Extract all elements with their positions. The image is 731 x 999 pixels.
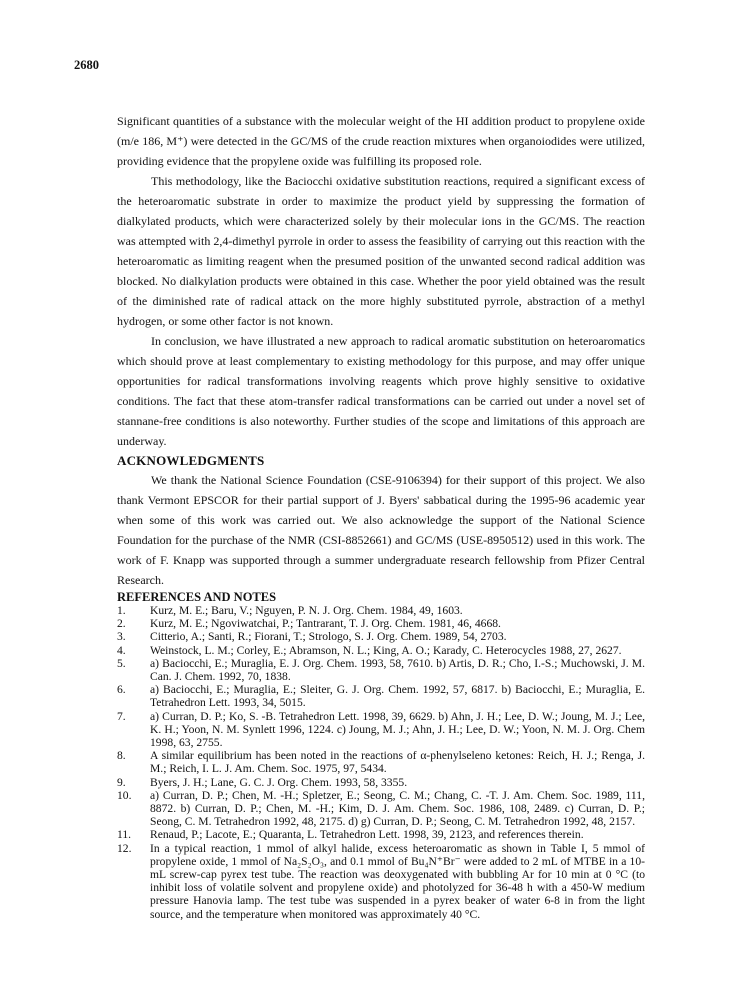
reference-item [117,604,645,617]
reference-item [117,617,645,630]
reference-text: Kurz, M. E.; Baru, V.; Nguyen, P. N. J. Org. Chem. 1984, 49, 1603. [150,604,463,617]
reference-number: 1. [117,604,126,617]
reference-number: 5. [117,656,126,670]
page-number: 2680 [74,58,99,72]
acknowledgments-heading: ACKNOWLEDGMENTS [117,453,265,468]
reference-number: 6. [117,683,126,697]
article-body [117,111,645,921]
reference-number: 2. [117,617,126,631]
paragraph-hi-addition: Significant quantities of a substance with the molecular weight of the HI addition product to propylene oxide (m/e 186, M⁺) were detected in the GC/MS of the crude reaction mixtures when organoiodides were utilized, providing evidence that the propylene oxide was fulfilling its proposed role. [117,114,645,168]
reference-number: 9. [117,775,126,789]
reference-text: A similar equilibrium has been noted in the reactions of α-phenylseleno ketones: Reich, H. J.; Renga, J. M.; Reich, I. L. J. Am. Chem. Soc. 1975, 97, 5434. [150,749,645,776]
reference-text: In a typical reaction, 1 mmol of alkyl halide, excess heteroaromatic as shown in Table I, 5 mmol of propylene oxide, 1 mmol of Na₂S₂O₃, and 0.1 mmol of Bu₄N⁺Br⁻ were added to 2 mL of MTBE in a 10-mL screw-cap pyrex test tube. The reaction was deoxygenated with bubbling Ar for 10 min at 0 °C (to inhibit loss of volatile solvent and propylene oxide) and photolyzed for 36-48 h with a 450-W medium pressure Hanovia lamp. The test tube was suspended in a pyrex beaker of water 6-8 in from the light source, and the temperature when monitored was approximately 40 °C. [150,841,645,921]
reference-text: a) Curran, D. P.; Chen, M. -H.; Spletzer, E.; Seong, C. M.; Chang, C. -T. J. Am. Chem. Soc. 1989, 111, 8872. b) Curran, D. P.; Chen, M. -H.; Kim, D. J. Am. Chem. Soc. 1986, 108, 2489. c) Curran, D. P.; Seong, C. M. Tetrahedron 1992, 48, 2175. d) g) Curran, D. P.; Seong, C. M. Tetrahedron 1992, 48, 2157. [150,788,645,829]
reference-text: Renaud, P.; Lacote, E.; Quaranta, L. Tetrahedron Lett. 1998, 39, 2123, and references therein. [150,828,584,842]
paragraph-methodology: This methodology, like the Baciocchi oxidative substitution reactions, required a significant excess of the heteroaromatic substrate in order to maximize the product yield by suppressing the formation of dialkylated products, which were characterized solely by their molecular ions in the GC/MS. The reaction was attempted with 2,4-dimethyl pyrrole in order to assess the feasibility of carrying out this reaction with the heteroaromatic as limiting reagent when the presumed position of the unwanted second radical addition was blocked. No dialkylation products were obtained in this case. Whether the poor yield obtained was the result of the diminished rate of radical attack on the more highly substituted pyrrole, abstraction of a methyl hydrogen, or some other factor is not known. [117,174,645,328]
reference-item [117,776,645,789]
reference-item [117,842,645,921]
reference-item [117,630,645,643]
reference-number: 7. [117,709,126,723]
reference-item [117,828,645,841]
reference-number: 4. [117,643,126,657]
reference-text: Byers, J. H.; Lane, G. C. J. Org. Chem. 1993, 58, 3355. [150,775,408,789]
reference-text: Kurz, M. E.; Ngoviwatchai, P.; Tantrarant, T. J. Org. Chem. 1981, 46, 4668. [150,617,501,631]
reference-item [117,657,645,683]
reference-item [117,789,645,829]
reference-number: 10. [117,788,132,802]
reference-number: 12. [117,841,132,855]
reference-text: Weinstock, L. M.; Corley, E.; Abramson, N. L.; King, A. O.; Karady, C. Heterocycles 1988, 27, 2627. [150,643,622,657]
reference-text: a) Baciocchi, E.; Muraglia, E.; Sleiter, G. J. Org. Chem. 1992, 57, 6817. b) Baciocchi, E.; Muraglia, E. Tetrahedron Lett. 1993, 34, 5015. [150,683,645,710]
reference-text: Citterio, A.; Santi, R.; Fiorani, T.; Strologo, S. J. Org. Chem. 1989, 54, 2703. [150,630,507,644]
paragraph-conclusion: In conclusion, we have illustrated a new approach to radical aromatic substitution on heteroaromatics which should prove at least complementary to existing methodology for this purpose, and may offer unique opportunities for radical transformations involving reagents which prove highly sensitive to oxidative conditions. The fact that these atom-transfer radical transformations can be carried out under a novel set of stannane-free conditions is also noteworthy. Further studies of the scope and limitations of this approach are underway. [117,334,645,448]
reference-number: 8. [117,749,126,763]
references-list [117,604,645,921]
references-heading: REFERENCES AND NOTES [117,590,277,604]
reference-number: 11. [117,828,132,842]
reference-item [117,683,645,709]
reference-text: a) Baciocchi, E.; Muraglia, E. J. Org. Chem. 1993, 58, 7610. b) Artis, D. R.; Cho, I.-S.; Muchowski, J. M. Can. J. Chem. 1992, 70, 1838. [150,656,645,684]
reference-number: 3. [117,630,126,644]
reference-item [117,749,645,775]
acknowledgments-text: We thank the National Science Foundation (CSE-9106394) for their support of this project. We also thank Vermont EPSCOR for their partial support of J. Byers' sabbatical during the 1995-96 academic year when some of this work was carried out. We also acknowledge the support of the National Science Foundation for the purchase of the NMR (CSI-8852661) and GC/MS (USE-8950512) used in this work. The work of F. Knapp was supported through a summer undergraduate research fellowship from Pfizer Central Research. [117,473,645,587]
reference-text: a) Curran, D. P.; Ko, S. -B. Tetrahedron Lett. 1998, 39, 6629. b) Ahn, J. H.; Lee, D. W.; Joung, M. J.; Lee, K. H.; Yoon, N. M. Synlett 1996, 1224. c) Joung, M. J.; Ahn, J. H.; Lee, D. W.; Yoon, N. M. J. Org. Chem 1998, 63, 2755. [150,709,645,750]
reference-item [117,710,645,750]
reference-item [117,644,645,657]
